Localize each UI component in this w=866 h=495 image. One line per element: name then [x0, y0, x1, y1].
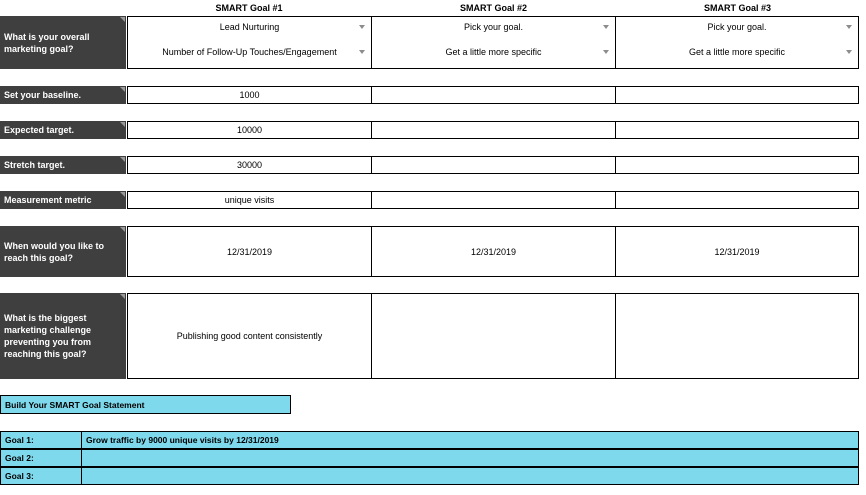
- statement-title: Build Your SMART Goal Statement: [0, 395, 291, 414]
- measurement-metric-label-text: Measurement metric: [4, 195, 92, 205]
- target-date-label-text: When would you like to reach this goal?: [4, 240, 104, 263]
- dropdown-arrow-icon[interactable]: [603, 50, 609, 54]
- goal-3-specific-dropdown[interactable]: [616, 45, 858, 59]
- challenge-label: [0, 293, 126, 379]
- stretch-target-label: [0, 156, 126, 174]
- goal-2-statement-label: Goal 2:: [0, 449, 82, 467]
- column-header-goal-1: SMART Goal #1: [215, 3, 283, 13]
- goal-3-baseline-cell[interactable]: [615, 86, 859, 104]
- dropdown-arrow-icon[interactable]: [603, 25, 609, 29]
- goal-2-goal-value: Pick your goal.: [463, 22, 524, 32]
- goal-2-specific-value: Get a little more specific: [445, 47, 542, 57]
- expected-target-label: [0, 121, 126, 139]
- goal-1-baseline-cell[interactable]: 1000: [127, 86, 372, 104]
- column-header-goal-2: SMART Goal #2: [459, 3, 527, 13]
- expected-target-label-text: Expected target.: [4, 125, 75, 135]
- goal-1-overall-cell: [127, 16, 372, 69]
- goal-2-specific-dropdown[interactable]: [372, 45, 615, 59]
- overall-goal-label: [0, 16, 126, 69]
- goal-3-overall-cell: [615, 16, 859, 69]
- goal-3-goal-dropdown[interactable]: [616, 20, 858, 34]
- dropdown-arrow-icon[interactable]: [846, 25, 852, 29]
- goal-2-stretch-cell[interactable]: [371, 156, 616, 174]
- dropdown-arrow-icon[interactable]: [846, 50, 852, 54]
- goal-2-date-cell[interactable]: 12/31/2019: [371, 226, 616, 277]
- goal-3-expected-cell[interactable]: [615, 121, 859, 139]
- column-header-goal-3: SMART Goal #3: [703, 3, 771, 13]
- goal-1-stretch-cell[interactable]: 30000: [127, 156, 372, 174]
- challenge-label-text: What is the biggest marketing challenge preventing you from reaching this goal?: [4, 313, 92, 359]
- target-date-label: [0, 226, 126, 277]
- measurement-metric-label: [0, 191, 126, 209]
- goal-3-specific-value: Get a little more specific: [688, 47, 786, 57]
- goal-3-statement-text[interactable]: [81, 467, 859, 485]
- goal-1-expected-cell[interactable]: 10000: [127, 121, 372, 139]
- goal-2-overall-cell: [371, 16, 616, 69]
- goal-3-stretch-cell[interactable]: [615, 156, 859, 174]
- goal-2-baseline-cell[interactable]: [371, 86, 616, 104]
- baseline-label-text: Set your baseline.: [4, 90, 82, 100]
- goal-2-metric-cell[interactable]: [371, 191, 616, 209]
- baseline-label: [0, 86, 126, 104]
- dropdown-arrow-icon[interactable]: [359, 50, 365, 54]
- goal-2-challenge-cell[interactable]: [371, 293, 616, 379]
- goal-3-date-cell[interactable]: 12/31/2019: [615, 226, 859, 277]
- goal-2-goal-dropdown[interactable]: [372, 20, 615, 34]
- goal-2-expected-cell[interactable]: [371, 121, 616, 139]
- goal-3-goal-value: Pick your goal.: [707, 22, 767, 32]
- goal-1-challenge-cell[interactable]: Publishing good content consistently: [127, 293, 372, 379]
- goal-1-statement-text[interactable]: Grow traffic by 9000 unique visits by 12/31/2019: [81, 431, 859, 449]
- dropdown-arrow-icon[interactable]: [359, 25, 365, 29]
- stretch-target-label-text: Stretch target.: [4, 160, 66, 170]
- goal-1-statement-label: Goal 1:: [0, 431, 82, 449]
- goal-1-metric-cell[interactable]: unique visits: [127, 191, 372, 209]
- overall-goal-label-text: What is your overall marketing goal?: [4, 31, 90, 54]
- goal-3-challenge-cell[interactable]: [615, 293, 859, 379]
- goal-1-specific-value: Number of Follow-Up Touches/Engagement: [162, 47, 337, 57]
- goal-1-goal-value: Lead Nurturing: [219, 22, 280, 32]
- goal-3-metric-cell[interactable]: [615, 191, 859, 209]
- goal-3-statement-label: Goal 3:: [0, 467, 82, 485]
- goal-1-specific-dropdown[interactable]: [128, 45, 371, 59]
- goal-2-statement-text[interactable]: [81, 449, 859, 467]
- goal-1-date-cell[interactable]: 12/31/2019: [127, 226, 372, 277]
- goal-1-goal-dropdown[interactable]: [128, 20, 371, 34]
